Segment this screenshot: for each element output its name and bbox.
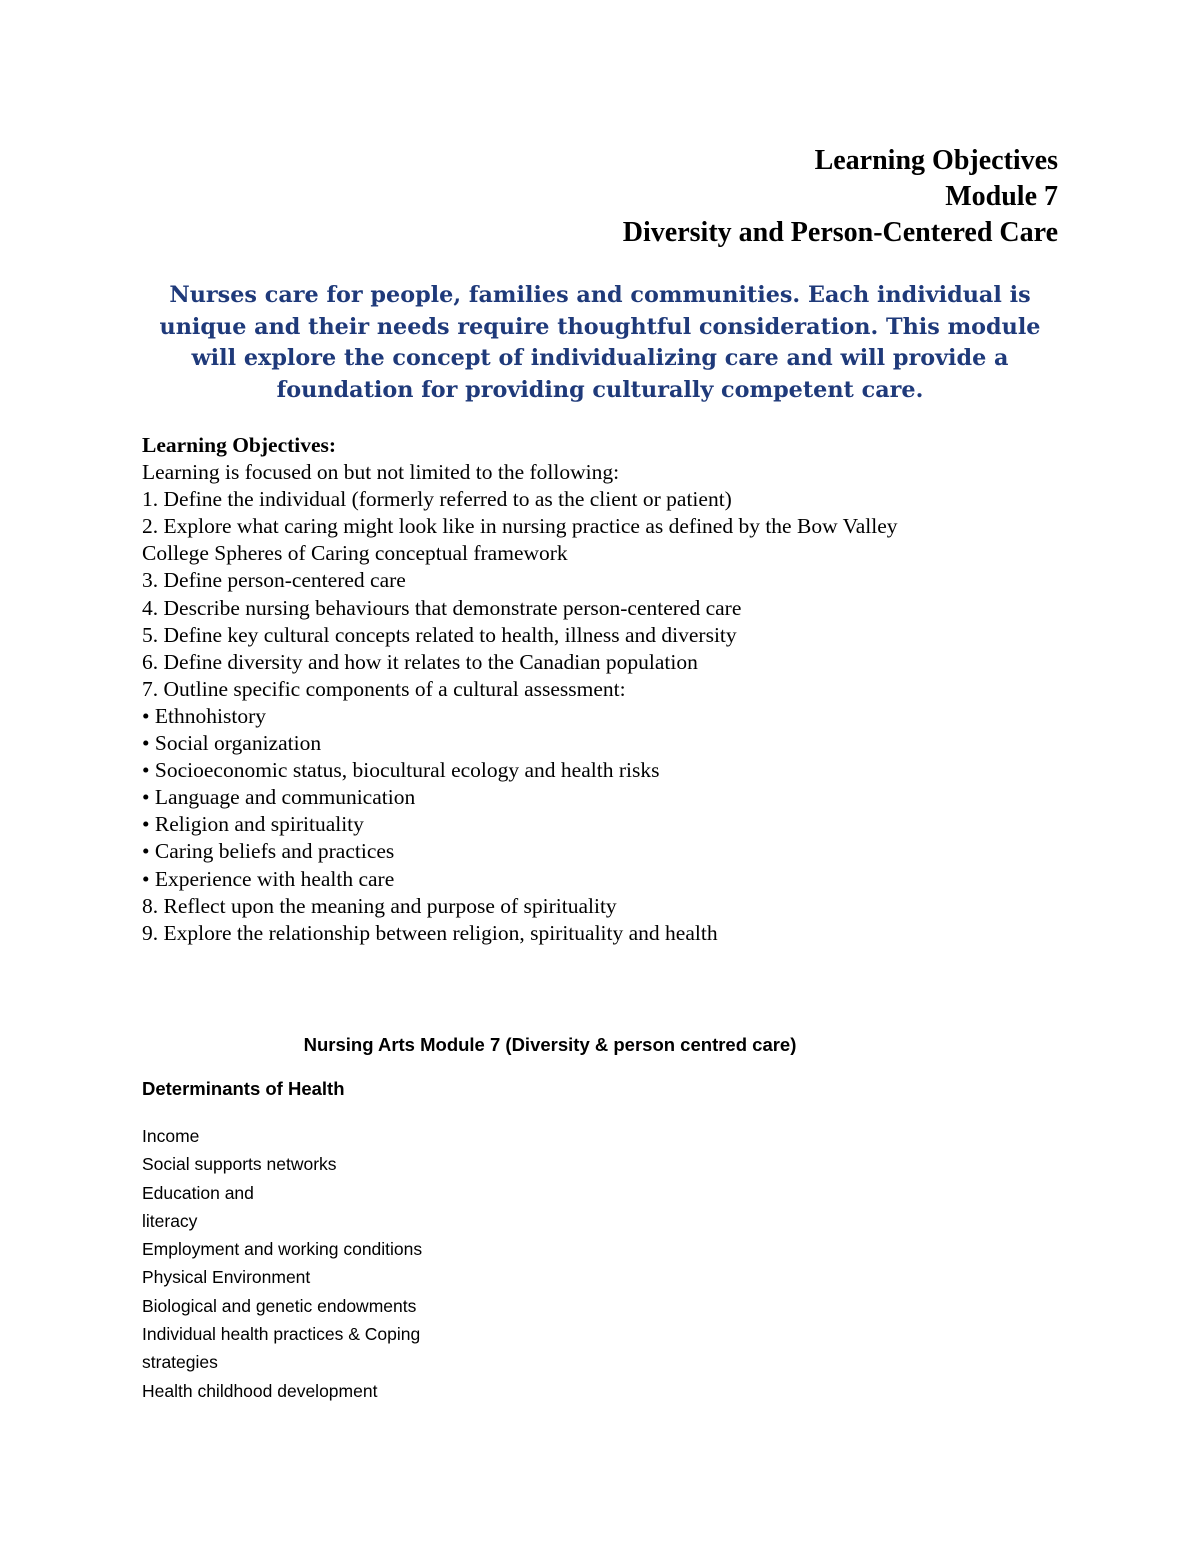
objective-line: 2. Explore what caring might look like in nursing practice as defined by the Bow Valley [142,514,898,539]
list-item: Health childhood development [142,1380,378,1401]
objective-line: 9. Explore the relationship between religion, spirituality and health [142,920,718,945]
document-header [623,143,1058,251]
determinants-list [142,1122,422,1405]
objective-bullet: • Social organization [142,731,322,756]
list-item: Education and [142,1182,254,1203]
objective-bullet: • Caring beliefs and practices [142,839,395,864]
objective-line: 8. Reflect upon the meaning and purpose of spirituality [142,893,617,918]
objective-bullet: • Language and communication [142,785,416,810]
objective-bullet: • Ethnohistory [142,703,266,728]
determinants-heading: Determinants of Health [142,1078,345,1099]
objectives-heading: Learning Objectives: [142,433,337,457]
objective-line: 7. Outline specific components of a cultural assessment: [142,676,626,701]
nursing-arts-title: Nursing Arts Module 7 (Diversity & person centred care) [303,1034,797,1055]
list-item: Biological and genetic endowments [142,1295,417,1316]
list-item: Physical Environment [142,1267,311,1288]
objective-line: 5. Define key cultural concepts related to health, illness and diversity [142,622,737,647]
objective-line: 6. Define diversity and how it relates to the Canadian population [142,649,698,674]
header-title: Learning Objectives [814,145,1058,176]
intro-paragraph: Nurses care for people, families and communities. Each individual is unique and their needs require thoughtful consideration. This module will explore the concept of individualizing care and will provide a foundation for providing culturally competent care. [159,282,1041,403]
objective-line: College Spheres of Caring conceptual framework [142,541,568,566]
header-module: Module 7 [945,181,1058,212]
header-subtitle: Diversity and Person-Centered Care [622,217,1058,248]
objective-bullet: • Socioeconomic status, biocultural ecology and health risks [142,758,660,783]
list-item: Income [142,1126,200,1146]
objective-line: 1. Define the individual (formerly referred to as the client or patient) [142,487,732,512]
list-item: Employment and working conditions [142,1239,423,1260]
objective-line: 3. Define person-centered care [142,568,406,593]
list-item: Individual health practices & Coping [142,1324,421,1345]
list-item: literacy [142,1210,198,1231]
objective-line: 4. Describe nursing behaviours that demonstrate person-centered care [142,595,742,620]
list-item: Social supports networks [142,1154,337,1175]
objective-bullet: • Religion and spirituality [142,812,364,837]
learning-objectives-section [142,432,1092,947]
list-item: strategies [142,1352,218,1373]
objective-bullet: • Experience with health care [142,866,395,891]
objective-line: Learning is focused on but not limited to the following: [142,460,620,485]
